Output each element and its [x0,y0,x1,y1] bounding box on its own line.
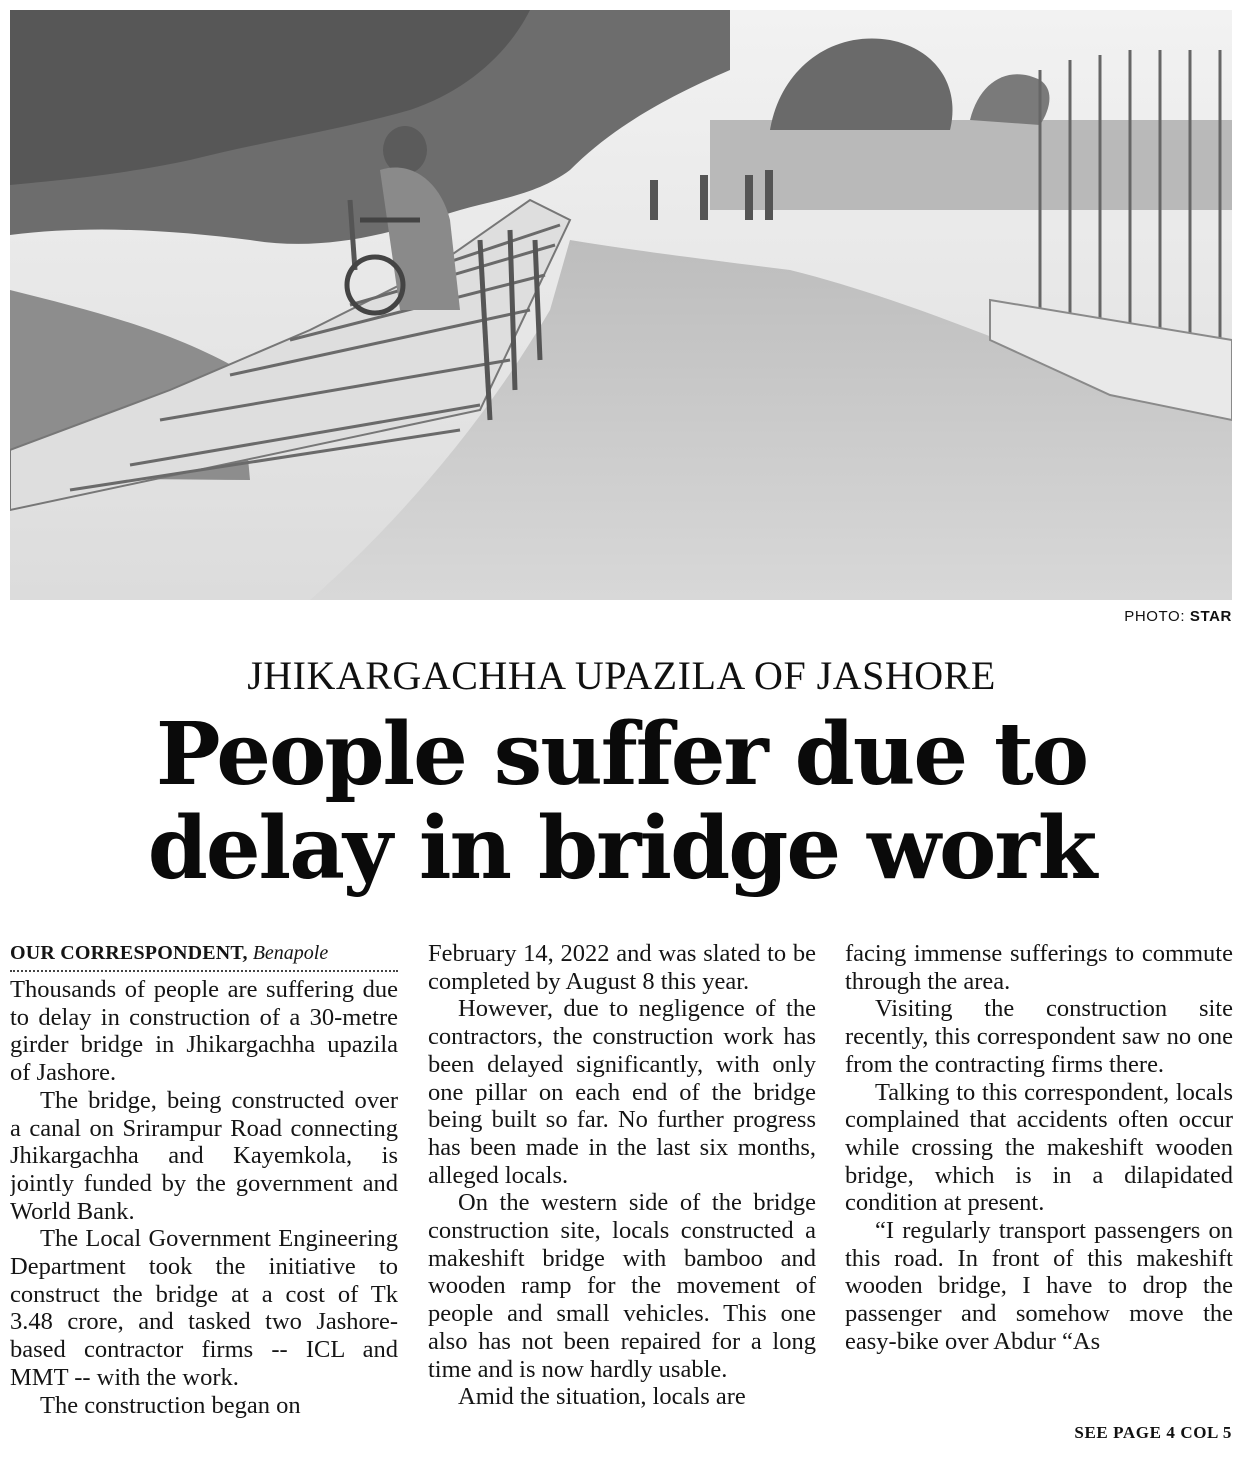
photo-credit [1124,608,1232,625]
news-photo [10,10,1232,600]
paragraph: However, due to negligence of the contractors, the construction work has been delayed significantly, with only one pillar on each end of the bridge being built so far. No further progress has been made in the last six months, alleged locals. [428,995,816,1189]
continuation-note: SEE PAGE 4 COL 5 [1074,1423,1232,1442]
headline [0,704,1243,899]
byline-place: Benapole [252,942,329,964]
paragraph: “I regularly transport passengers on this road. In front of this makeshift wooden bridge, I have to drop the passenger and somehow move the easy-bike over Abdur “As [845,1217,1233,1355]
paragraph: The Local Government Engineering Department took the initiative to construct the bridge at a cost of Tk 3.48 crore, and tasked two Jashore-based contractor firms -- ICL and MMT -- with the work. [10,1225,398,1391]
headline-line-2: delay in bridge work [147,798,1096,899]
article-column-2 [428,940,816,1445]
bridge-photo-illustration [10,10,1232,600]
paragraph: The bridge, being constructed over a canal on Srirampur Road connecting Jhikargachha and Kayemkola, is jointly funded by the government and World Bank. [10,1086,398,1225]
article-column-1 [10,940,398,1445]
headline-line-1: People suffer due to [155,704,1088,805]
article-column-3 [845,940,1233,1445]
photo-credit-prefix: PHOTO: [1124,608,1186,625]
paragraph: Thousands of people are suffering due to delay in construction of a 30-metre girder bridge in Jhikargachha upazila of Jashore. [10,976,398,1087]
paragraph: facing immense sufferings to commute through the area. [845,940,1233,995]
paragraph: On the western side of the bridge construction site, locals constructed a makeshift bridge with bamboo and wooden ramp for the movement of people and small vehicles. This one also has not been repaired for a long time and is now hardly usable. [428,1189,816,1383]
byline-name: OUR CORRESPONDENT, [10,942,248,964]
paragraph: The construction began on [40,1391,301,1419]
photo-credit-source: STAR [1189,608,1232,625]
byline [10,940,398,972]
paragraph: Visiting the construction site recently, this correspondent saw no one from the contracting firms there. [845,995,1233,1078]
paragraph: Talking to this correspondent, locals complained that accidents often occur while crossing the makeshift wooden bridge, which is in a dilapidated condition at present. [845,1078,1233,1217]
kicker-line: JHIKARGACHHA UPAZILA OF JASHORE [247,653,996,698]
paragraph: February 14, 2022 and was slated to be completed by August 8 this year. [428,940,816,995]
paragraph: Amid the situation, locals are [458,1383,746,1411]
